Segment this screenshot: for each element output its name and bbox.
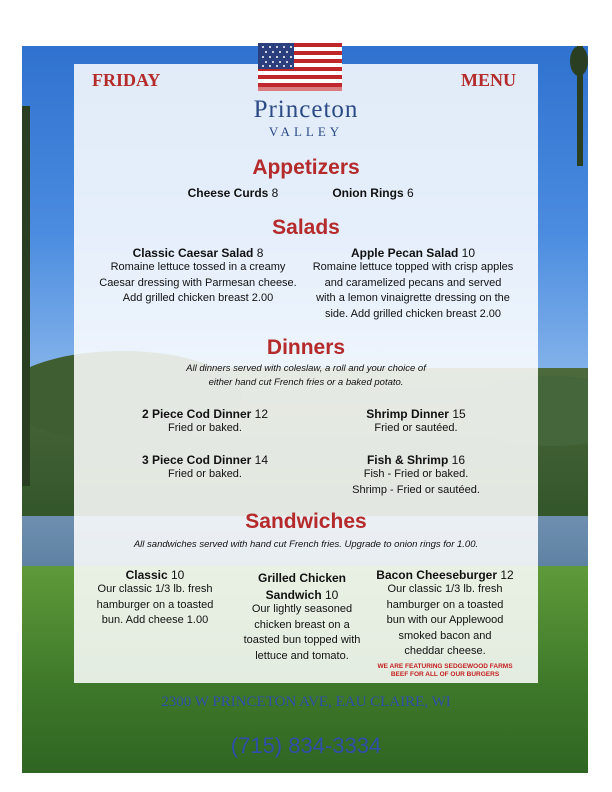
menu-item-classic: Classic 10 Our classic 1/3 lb. fresh hamburger on a toasted bun. Add cheese 1.00 — [96, 568, 214, 626]
menu-item-apple-pecan-salad: Apple Pecan Salad 10 Romaine lettuce topped with crisp apples and caramelized pecans and served with a lemon vinaigrette dressing on the side. Add grilled chicken breast 2.00 — [306, 246, 520, 322]
sandwiches-heading: Sandwiches — [245, 510, 367, 533]
brand-subtitle: VALLEY — [268, 124, 344, 139]
item-description: Romaine lettuce tossed in a creamy Caesar dressing with Parmesan cheese. Add grilled chicken breast 2.00 — [99, 261, 297, 304]
salads-heading: Salads — [272, 216, 340, 239]
item-description: Romaine lettuce topped with crisp apples and caramelized pecans and served with a lemon vinaigrette dressing on the side. Add grilled chicken breast 2.00 — [312, 261, 514, 320]
menu-item-bacon-cheeseburger: Bacon Cheeseburger 12 Our classic 1/3 lb. fresh hamburger on a toasted bun with our Applewood smoked bacon and cheddar cheese. WE ARE FEATURING SEDGEWOOD FARMS BEEF FOR ALL OF OUR BURGERS — [362, 568, 528, 679]
phone-number[interactable]: (715) 834-3334 — [230, 733, 382, 758]
menu-item-caesar-salad: Classic Caesar Salad 8 Romaine lettuce tossed in a creamy Caesar dressing with Parmesan cheese. Add grilled chicken breast 2.00 — [92, 246, 304, 307]
dinners-heading: Dinners — [266, 336, 346, 359]
menu-item-2-piece-cod: 2 Piece Cod Dinner 12 Fried or baked. — [141, 407, 269, 434]
sandwiches-note: All sandwiches served with hand cut French fries. Upgrade to onion rings for 1.00. — [133, 539, 479, 550]
menu-item-cheese-curds: Cheese Curds 8 — [187, 186, 279, 200]
address: 2300 W PRINCETON AVE, EAU CLAIRE, WI — [161, 694, 451, 710]
brand-name: Princeton — [253, 96, 359, 123]
menu-label: MENU — [461, 70, 516, 90]
menu-item-onion-rings: Onion Rings 6 — [332, 186, 414, 200]
menu-item-grilled-chicken-sandwich: Grilled Chicken Sandwich 10 Our lightly seasoned chicken breast on a toasted bun topped with lettuce and tomato. — [243, 571, 361, 662]
sedgewood-farms-note: WE ARE FEATURING SEDGEWOOD FARMS BEEF FOR ALL OF OUR BURGERS — [377, 662, 513, 678]
menu-item-3-piece-cod: 3 Piece Cod Dinner 14 Fried or baked. — [141, 453, 269, 480]
menu-item-fish-and-shrimp: Fish & Shrimp 16 Fish - Fried or baked. Shrimp - Fried or sautéed. — [352, 453, 480, 496]
day-label: FRIDAY — [92, 70, 161, 90]
menu-item-shrimp-dinner: Shrimp Dinner 15 Fried or sautéed. — [366, 407, 466, 434]
appetizers-heading: Appetizers — [252, 156, 360, 179]
us-flag-icon — [258, 43, 342, 91]
dinners-note: All dinners served with coleslaw, a roll and your choice of either hand cut French fries or a baked potato. — [186, 363, 426, 388]
